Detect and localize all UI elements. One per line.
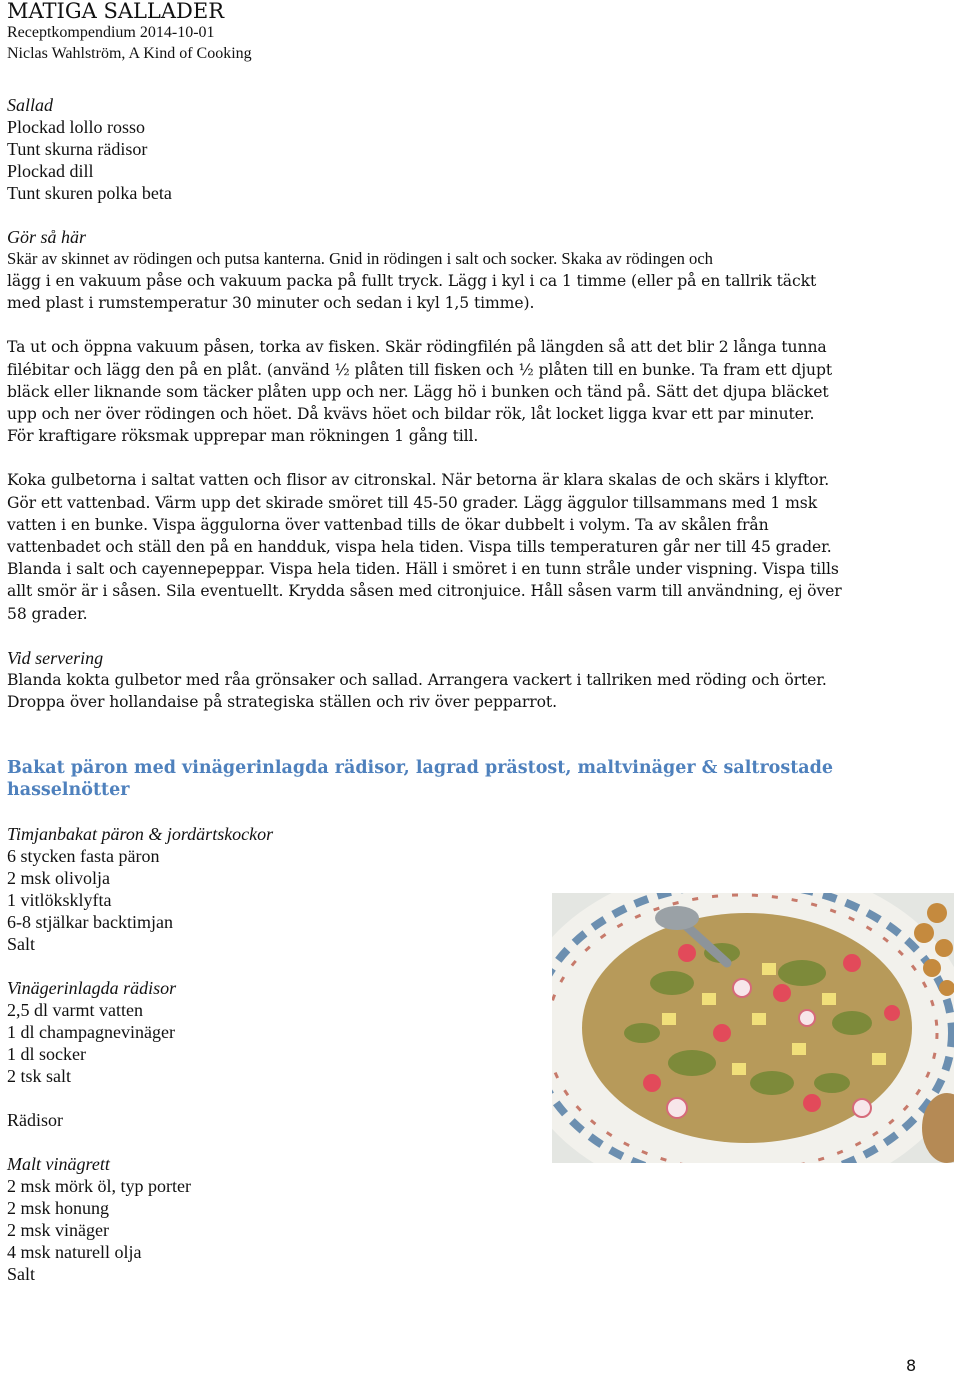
page-number: 8 — [906, 1356, 917, 1375]
ingredient: Salt — [7, 1264, 36, 1285]
paragraph-line: allt smör är i såsen. Sila eventuellt. Krydda såsen med citronjuice. Håll såsen varm till användning, ej över — [7, 582, 842, 601]
ingredient: 4 msk naturell olja — [7, 1242, 142, 1263]
document-title: MATIGA SALLADER — [7, 0, 225, 23]
sallad-item: Plockad dill — [7, 161, 94, 181]
paragraph-line: bläck eller liknande som täcker plåten upp och ner. Lägg hö i bunken och tänd på. Sätt det djupa bläcket — [7, 382, 829, 401]
paragraph-line: Koka gulbetorna i saltat vatten och flisor av citronskal. När betorna är klara skalas de och skärs i klyftor. — [7, 471, 830, 490]
paragraph-line: Droppa över hollandaise på strategiska ställen och riv över pepparrot. — [7, 693, 557, 712]
paragraph-line: filébitar och lägg den på en plåt. (använd ½ plåten till fisken och ½ plåten till en bunke. Ta fram ett djupt — [7, 360, 832, 379]
paragraph-line: Blanda kokta gulbetor med råa grönsaker och sallad. Arrangera vackert i tallriken med röding och örter. — [7, 670, 827, 689]
paragraph-line: 58 grader. — [7, 604, 88, 623]
paragraph-line: upp och ner över rödingen och höet. Då kvävs höet och bildar rök, låt locket ligga kvar ett par minuter. — [7, 405, 815, 424]
paragraph-line: Ta ut och öppna vakuum påsen, torka av fisken. Skär rödingfilén på längden så att det blir 2 långa tunna — [7, 338, 827, 357]
paragraph-line: För kraftigare röksmak upprepar man rökningen 1 gång till. — [7, 427, 479, 446]
ingredient: 1 dl champagnevinäger — [7, 1022, 175, 1043]
sallad-item: Tunt skurna rädisor — [7, 139, 148, 159]
document-subtitle: Receptkompendium 2014-10-01 — [7, 24, 215, 41]
sallad-item: Plockad lollo rosso — [7, 117, 145, 137]
ingredient: 2 tsk salt — [7, 1066, 72, 1087]
ingredient: 6 stycken fasta päron — [7, 846, 160, 867]
ingredient: 2,5 dl varmt vatten — [7, 1000, 143, 1021]
paragraph-line: med plast i rumstemperatur 30 minuter och sedan i kyl 1,5 timme). — [7, 294, 535, 313]
recipe-title-line: hasselnötter — [7, 780, 130, 801]
ingredient: 6-8 stjälkar backtimjan — [7, 912, 173, 933]
vinager-title: Vinägerinlagda rädisor — [7, 978, 177, 999]
recipe-title — [7, 757, 887, 801]
ingredient: 1 vitlöksklyfta — [7, 890, 112, 911]
ingredient: 2 msk honung — [7, 1198, 110, 1219]
salad-photo — [552, 893, 954, 1163]
sallad-item: Tunt skuren polka beta — [7, 183, 172, 203]
paragraph-line: Blanda i salt och cayennepeppar. Vispa hela tiden. Häll i smöret i en tunn stråle under vispning. Vispa tills — [7, 560, 839, 579]
ingredient: 1 dl socker — [7, 1044, 86, 1065]
document-author: Niclas Wahlström, A Kind of Cooking — [7, 45, 252, 62]
gor-sa-har-title: Gör så här — [7, 227, 87, 247]
paragraph-line: vatten i en bunke. Vispa äggulorna över vattenbad tills de ökar dubbelt i volym. Ta av skålen från — [7, 515, 769, 534]
ingredient: Salt — [7, 934, 36, 955]
paragraph-line: vattenbadet och ställ den på en handduk, vispa hela tiden. Vispa tills temperaturen går ner till 45 grader. — [7, 538, 832, 557]
recipe-title-line: Bakat päron med vinägerinlagda rädisor, lagrad prästost, maltvinäger & saltrostade — [7, 758, 834, 779]
vid-servering-title: Vid servering — [7, 647, 104, 668]
ingredient: 2 msk vinäger — [7, 1220, 109, 1241]
paragraph-line: lägg i en vakuum påse och vakuum packa på fullt tryck. Lägg i kyl i ca 1 timme (eller på en tallrik täckt — [7, 272, 817, 290]
sallad-title: Sallad — [7, 95, 54, 115]
radisor-label: Rädisor — [7, 1110, 63, 1131]
ingredient: 2 msk olivolja — [7, 868, 110, 889]
timjan-title: Timjanbakat päron & jordärtskockor — [7, 824, 274, 845]
paragraph-line: Gör ett vattenbad. Värm upp det skirade smöret till 45-50 grader. Lägg äggulor tillsammans med 1 msk — [7, 493, 818, 512]
malt-title: Malt vinägrett — [7, 1154, 110, 1175]
ingredient: 2 msk mörk öl, typ porter — [7, 1176, 191, 1197]
paragraph-line: Skär av skinnet av rödingen och putsa kanterna. Gnid in rödingen i salt och socker. Skaka av rödingen och — [7, 249, 713, 268]
